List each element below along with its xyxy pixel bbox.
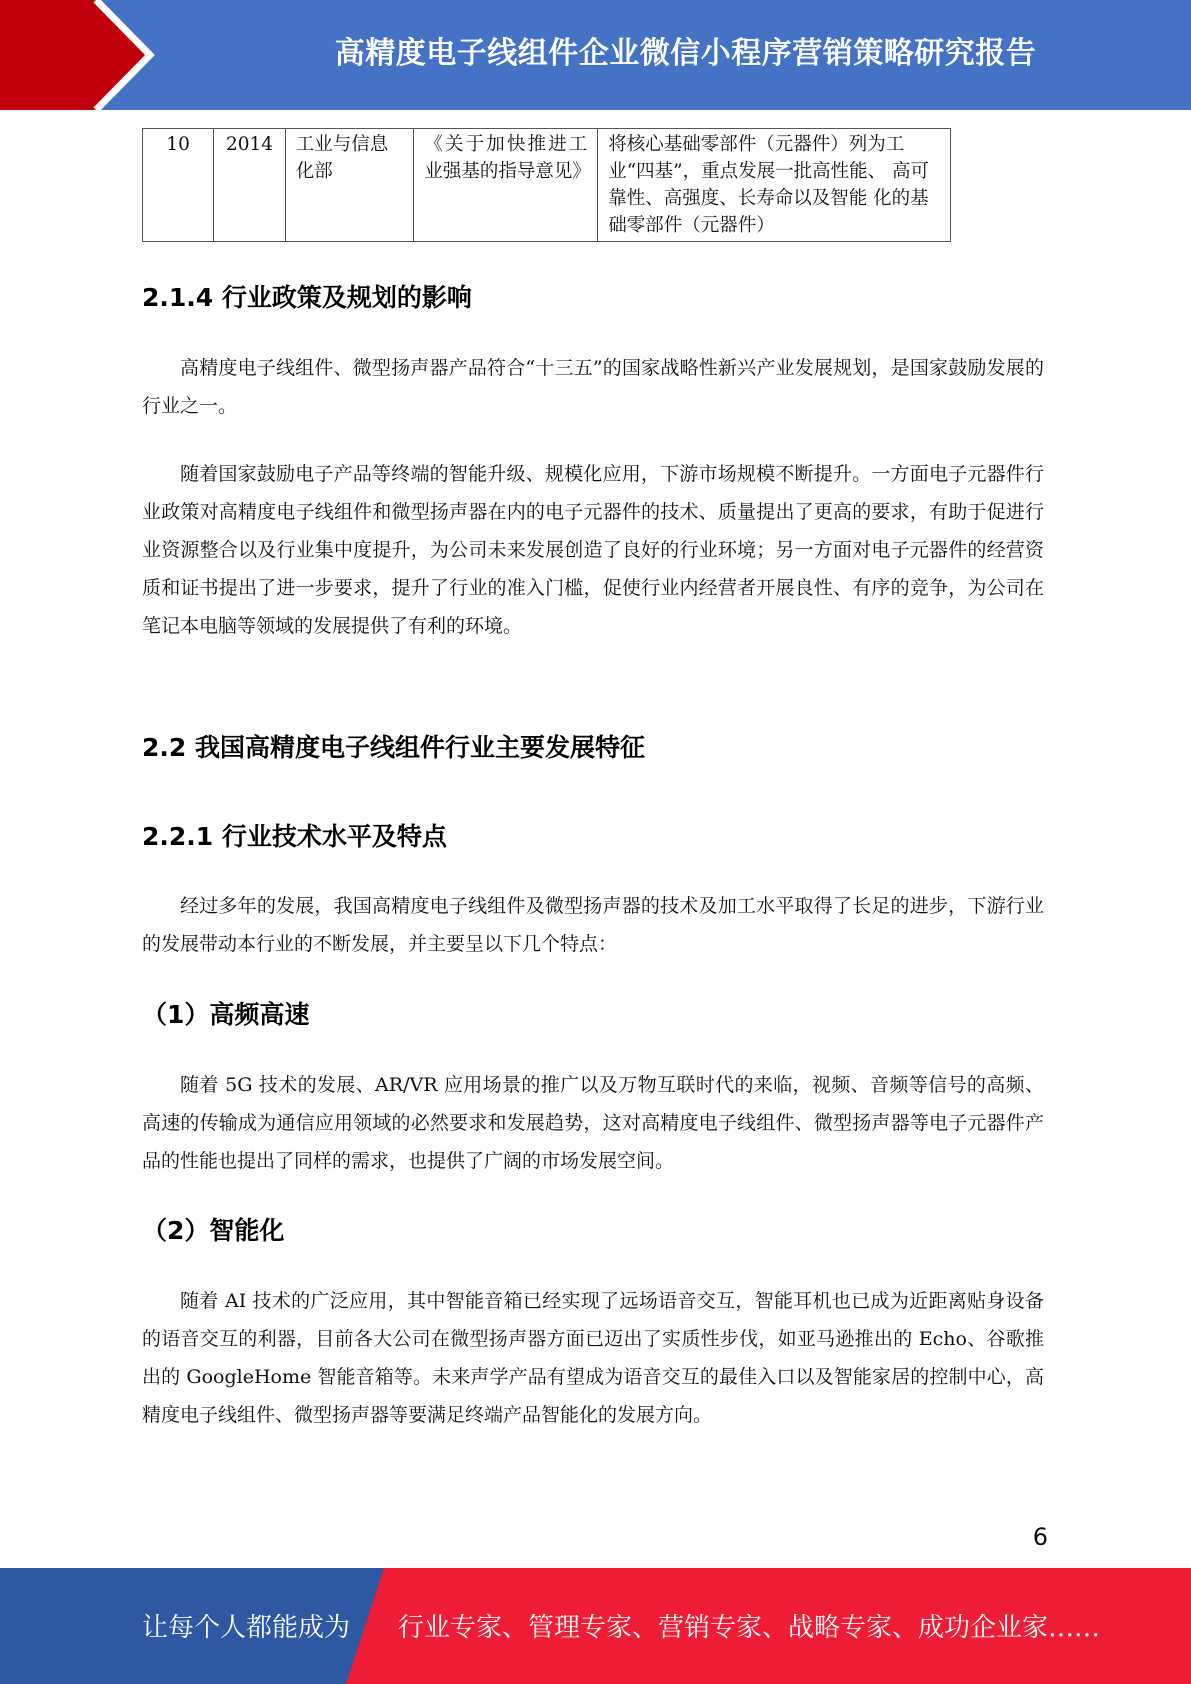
footer-slogan-right: 行业专家、管理专家、营销专家、战略专家、成功企业家…… (398, 1613, 1101, 1643)
cell-document: 《关于加快推进工业强基的指导意见》 (414, 129, 598, 242)
cell-content: 将核心基础零部件（元器件）列为工业“四基”，重点发展一批高性能、 高可靠性、高强度、长寿命以及智能 化的基础零部件（元器件） (598, 129, 951, 242)
paragraph-policy-1: 高精度电子线组件、微型扬声器产品符合“十三五”的国家战略性新兴产业发展规划，是国家鼓励发展的行业之一。 (142, 357, 1044, 417)
report-title: 高精度电子线组件企业微信小程序营销策略研究报告 (334, 36, 1037, 71)
page-header (0, 0, 1191, 110)
paragraph-high-frequency: 随着 5G 技术的发展、AR/VR 应用场景的推广以及万物互联时代的来临，视频、音频等信号的高频、高速的传输成为通信应用领域的必然要求和发展趋势，这对高精度电子线组件、微型扬声器等电子元器件产品的性能也提出了同样的需求，也提供了广阔的市场发展空间。 (142, 1074, 1044, 1172)
cell-year: 2014 (214, 129, 285, 242)
heading-2-2-1: 2.2.1 行业技术水平及特点 (142, 822, 447, 851)
cell-department: 工业与信息化部 (285, 129, 414, 242)
page-footer (0, 1568, 1191, 1684)
table-row (143, 129, 951, 242)
page-number: 6 (1032, 1523, 1048, 1551)
footer-slogan-left: 让每个人都能成为 (142, 1613, 351, 1643)
subheading-intelligent: （2）智能化 (142, 1216, 285, 1245)
paragraph-policy-2: 随着国家鼓励电子产品等终端的智能升级、规模化应用，下游市场规模不断提升。一方面电子元器件行业政策对高精度电子线组件和微型扬声器在内的电子元器件的技术、质量提出了更高的要求，有助于促进行业资源整合以及行业集中度提升，为公司未来发展创造了良好的行业环境；另一方面对电子元器件的经营资质和证书提出了进一步要求，提升了行业的准入门槛，促使行业内经营者开展良性、有序的竞争，为公司在笔记本电脑等领域的发展提供了有利的环境。 (142, 463, 1044, 637)
paragraph-tech-intro: 经过多年的发展，我国高精度电子线组件及微型扬声器的技术及加工水平取得了长足的进步，下游行业的发展带动本行业的不断发展，并主要呈以下几个特点： (142, 895, 1044, 955)
heading-2-1-4: 2.1.4 行业政策及规划的影响 (142, 283, 472, 312)
policy-table (142, 128, 951, 242)
heading-2-2: 2.2 我国高精度电子线组件行业主要发展特征 (142, 733, 645, 762)
paragraph-intelligent: 随着 AI 技术的广泛应用，其中智能音箱已经实现了远场语音交互，智能耳机也已成为近距离贴身设备的语音交互的利器，目前各大公司在微型扬声器方面已迈出了实质性步伐，如亚马逊推出的 Echo、谷歌推出的 GoogleHome 智能音箱等。未来声学产品有望成为语音交互的最佳入口以及智能家居的控制中心，高精度电子线组件、微型扬声器等要满足终端产品智能化的发展方向。 (142, 1290, 1044, 1426)
subheading-high-frequency: （1）高频高速 (142, 1000, 310, 1029)
cell-number: 10 (143, 129, 214, 242)
